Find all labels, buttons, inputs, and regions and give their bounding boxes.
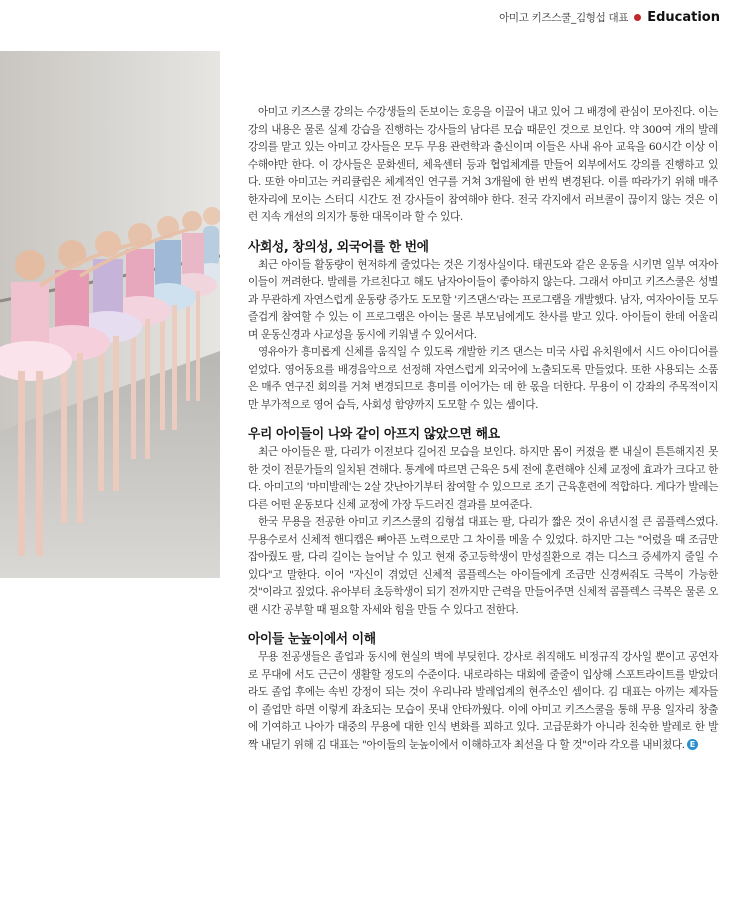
ballet-photo-illustration: [0, 51, 220, 578]
section-heading-2: 우리 아이들이 나와 같이 아프지 않았으면 해요: [248, 427, 500, 442]
section-1-paragraph-1: 최근 아이들 활동량이 현저하게 줄었다는 것은 기정사실이다. 태권도와 같은 운동을 시키면 일부 여자아이들이 꺼려한다. 발레를 가르친다고 해도 남자아이들이 좋아하지 않는다. 그래서 아미고 키즈스쿨은 성별과 무관하게 자연스럽게 운동량 증가도 도모할 '키즈댄스'라는 프로그램을 개발했다. 남자, 여자아이들 모두 즐겁게 참여할 수 있는 이 프로그램은 아이는 물론 부모님에게도 찬사를 받고 있다. 아이들이 한데 어울리며 운동신경과 사교성을 동시에 키워낼 수 있어서다.: [248, 258, 718, 341]
section-1-paragraph-2: 영유아가 흥미롭게 신체를 움직일 수 있도록 개발한 키즈 댄스는 미국 사립 유치원에서 시드 아이디어를 얻었다. 영어동요를 배경음악으로 선정해 자연스럽게 외국어에 노출되도록 만들었다. 또한 사용되는 소품은 매주 연구진 회의를 거쳐 변경되므로 흥미를 이어가는 데 한 몫을 더한다. 무용이 이 강좌의 주목적이지만 부가적으로 영어 습득, 사회성 함양까지 도모할 수 있는 셈이다.: [248, 346, 718, 411]
ballet-class-photo: [0, 51, 220, 578]
header-byline: 아미고 키즈스쿨_김형섭 대표: [499, 12, 629, 24]
section-3-paragraph-1: [248, 649, 718, 754]
header-section-title: Education: [647, 10, 720, 25]
section-3-paragraph-1-text: 무용 전공생들은 졸업과 동시에 현실의 벽에 부딪힌다. 강사로 취직해도 비정규직 강사일 뿐이고 공연자로 무대에 서도 근근이 생활할 정도의 수준이다. 내로라하는 대회에 줄줄이 입상해 스포트라이트를 받았더라도 졸업 후에는 속빈 강정이 되는 것이 우리나라 발레업계의 현주소인 셈이다. 김 대표는 아끼는 제자들이 졸업만 하면 이렇게 좌초되는 모습이 못내 안타까웠다. 이에 아미고 키즈스쿨을 통해 무용 일자리 창출에 기여하고 나아가 대중의 무용에 대한 인식 변화를 꾀하고 있다. 고급문화가 아니라 친숙한 발레로 한 발짝 내딛기 위해 김 대표는 "아이들의 눈높이에서 이해하고자 최선을 다 할 것"이라 각오를 내비쳤다.: [248, 651, 718, 751]
intro-paragraph: 아미고 키즈스쿨 강의는 수강생들의 돈보이는 호응을 이끌어 내고 있어 그 배경에 관심이 모아진다. 이는 강의 내용은 물론 실제 강습을 진행하는 강사들의 남다른 모습 때문인 것으로 보인다. 약 300여 개의 발레 강의를 맡고 있는 아미고 강사들은 모두 무용 관련학과 출신이며 이들은 사내 유아 교육을 60시간 이상 이수해야만 한다. 이 강사들은 문화센터, 체육센터 등과 협업체계를 만들어 외부에서도 강의를 진행하고 있다. 또한 아미고는 커리큘럼은 체계적인 연구를 거쳐 3개월에 한 번씩 변경된다. 이를 따라가기 위해 매주 한자리에 모이는 스터디 시간도 전 강사들이 참여해야 한다. 전국 각지에서 러브콜이 끊이지 않는 것은 이런 지속 개선의 의지가 통한 대목이라 할 수 있다.: [248, 106, 718, 223]
section-heading-3: 아이들 눈높이에서 이해: [248, 632, 376, 647]
end-mark-icon: E: [687, 739, 698, 750]
section-2-paragraph-2: 한국 무용을 전공한 아미고 키즈스쿨의 김형섭 대표는 팔, 다리가 짧은 것이 유년시절 큰 콤플렉스였다. 무용수로서 신체적 핸디캡은 뼈아픈 노력으로만 그 차이를 메울 수 있었다. 하지만 그는 "어렸을 때 조금만 잡아줬도 팔, 다리 길이는 늘어날 수 있고 현재 중고등학생이 만성질환으로 겪는 디스크 증세까지 줄일 수 있다"고 말한다. 이어 "자신이 겪었던 신체적 콤플렉스는 아이들에게 조금만 신경써줘도 극복이 가능한 것"이라고 짚었다. 유아부터 초등학생이 되기 전까지만 근력을 만들어주면 신체적 콤플렉스 극복은 물론 오랜 시간 공부할 때 필요할 자세와 힘을 만들 수 있다고 전한다.: [248, 516, 718, 616]
article-body: [248, 104, 718, 754]
section-heading-1: 사회성, 창의성, 외국어를 한 번에: [248, 239, 429, 255]
section-2-paragraph-1: 최근 아이들은 팔, 다리가 이전보다 길어진 모습을 보인다. 하지만 몸이 커졌을 뿐 내실이 튼튼해지진 못한 것이 전문가들의 일치된 견해다. 통계에 따르면 근육은 5세 전에 훈련해야 신체 교정에 효과가 크다고 한다. 아미고의 '마미발레'는 2살 갓난아기부터 참여할 수 있으므로 조기 근육훈련에 적합하다. 게다가 발레는 다른 어떤 운동보다 신체 교정에 가장 두드러진 결과를 보여준다.: [248, 446, 718, 511]
page-header: [499, 10, 720, 25]
bullet-dot-icon: [634, 14, 641, 21]
